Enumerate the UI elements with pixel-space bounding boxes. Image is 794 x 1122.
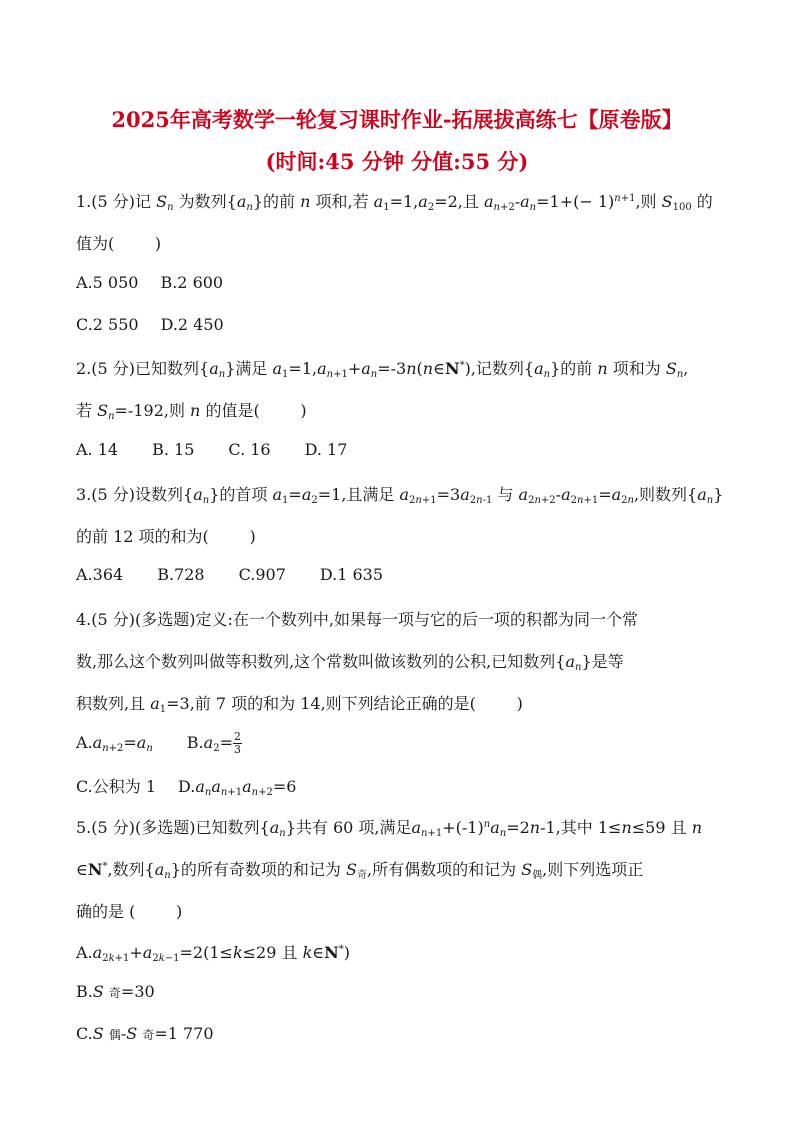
q5-stem-line-1: 5.(5 分)(多选题)已知数列$\{a_n\}$共有 60 项,满足$a_{n+1}+(-1)^na_n=2n-1$,其中 1≤n≤59 且 n [76, 818, 703, 839]
q3-stem-line-2: 的前 12 项的和为( ) [76, 527, 256, 546]
q2-option-b: B. 15 [152, 440, 195, 459]
q3-options [76, 565, 417, 584]
q1-option-a: A.5 050 [76, 273, 139, 292]
q2-option-a: A. 14 [76, 440, 119, 459]
q5-option-b: B.S 奇=30 [76, 982, 155, 1001]
q4-stem-line-1: 4.(5 分)(多选题)定义:在一个数列中,如果每一项与它的后一项的积都为同一个常 [76, 610, 638, 629]
q4-option-a: $A.a_{n+2}=a_n$ [76, 733, 153, 754]
q1-option-d: D.2 450 [160, 315, 224, 334]
q4-option-b: $B.a_2=$ $\frac{2}{3}$ [186, 730, 241, 756]
q2-option-d: D. 17 [304, 440, 348, 459]
q5-option-c: C.S 偶-S 奇=1 770 [76, 1024, 214, 1043]
q2-options [76, 440, 381, 459]
q1-option-b: B.2 600 [160, 273, 224, 292]
q4-stem-line-3: 积数列,且 $a_1=3$,前 7 项的和为 14,则下列结论正确的是( ) [76, 694, 523, 715]
q4-options-1 [76, 731, 264, 756]
q2-option-c: C. 16 [228, 440, 271, 459]
q1-options-2 [76, 315, 246, 334]
q1-option-c: C.2 550 [76, 315, 139, 334]
q2-stem-line-1: 2.(5 分)已知数列$\{a_n\}$满足 $a_1=1,a_{n+1}+a_n=-3n(n\in N^*)$,记数列$\{a_n\}$的前 n 项和为 $S_n$, [76, 359, 689, 380]
fraction-two-thirds: $\frac{2}{3}$ [233, 730, 241, 756]
document-title: 2025年高考数学一轮复习课时作业-拓展拔高练七【原卷版】 [111, 107, 683, 132]
q4-stem-line-2: 数,那么这个数列叫做等积数列,这个常数叫做该数列的公积,已知数列$\{a_n\}$是等 [76, 652, 624, 673]
q3-stem-line-1: 3.(5 分)设数列$\{a_n\}$的首项 $a_1=a_2=1$,且满足 $a_{2n+1}=3a_{2n-1}$ 与 $a_{2n+2}-a_{2n+1}=a_{2n}$,则数列$\{a_n\}$ [76, 485, 724, 506]
q4-options-2 [76, 774, 318, 798]
q5-option-a: $A.a_{2k+1}+a_{2k-1}=2(1\le k\le 29$ 且 k∈N*) [76, 943, 351, 964]
q3-option-d: D.1 635 [319, 565, 384, 584]
q3-option-b: B.728 [157, 565, 205, 584]
q5-stem-line-2: ∈N*,数列$\{a_n\}$的所有奇数项的和记为 $S_奇$,所有偶数项的和记为 $S_偶$,则下列选项正 [76, 860, 644, 881]
q5-stem-line-3: 确的是 ( ) [76, 902, 183, 921]
q2-stem-line-2: 若 $S_n=-192$,则 n 的值是( ) [76, 401, 307, 422]
q1-options [76, 273, 245, 292]
q3-option-c: C.907 [238, 565, 286, 584]
document-subtitle: (时间:45 分钟 分值:55 分) [265, 149, 529, 174]
q1-stem-line-1: 1.(5 分)记 $S_n$ 为数列$\{a_n\}$的前 n 项和,若 $a_1=1,a_2=2$,且 $a_{n+2}-a_n=1+(- 1)^{n+1}$,则 $S_{100}$ 的 [76, 192, 713, 213]
q4-option-d: $D.a_na_{n+1}a_{n+2}=6$ [178, 777, 297, 798]
q3-option-a: A.364 [76, 565, 124, 584]
q1-stem-line-2: 值为( ) [76, 234, 162, 253]
q4-option-c: C.公积为 1 [76, 777, 157, 796]
